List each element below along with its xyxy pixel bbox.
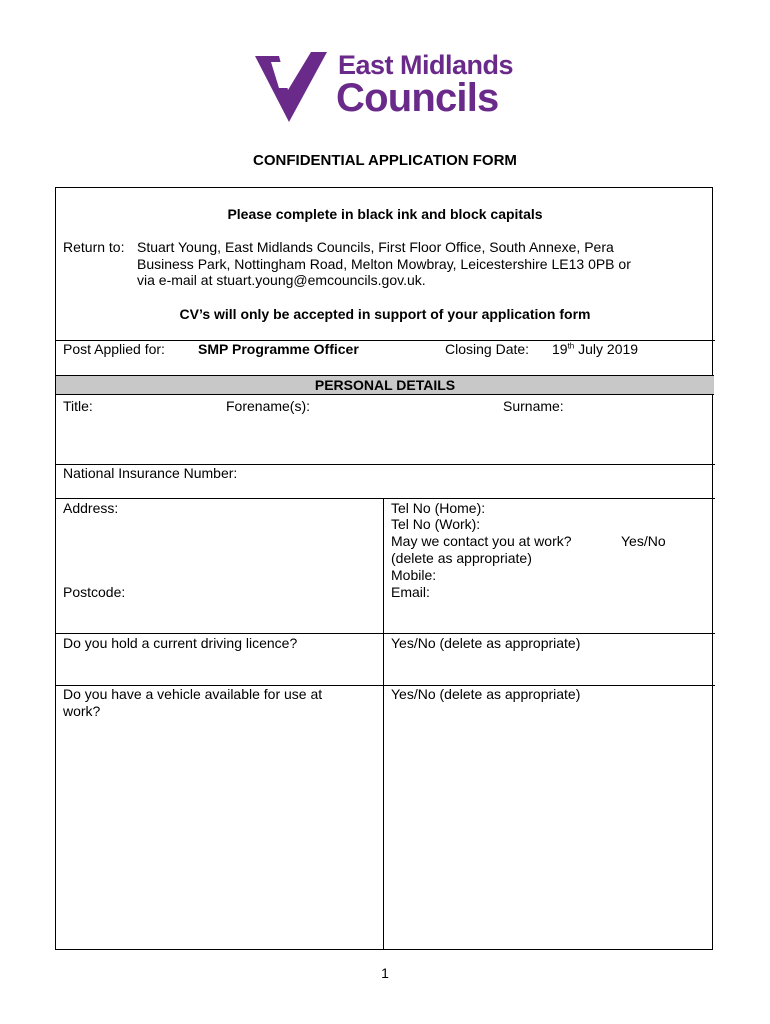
closing-date-value: 19th July 2019 xyxy=(552,341,639,357)
closing-date-label: Closing Date: xyxy=(445,341,530,357)
page-title: CONFIDENTIAL APPLICATION FORM xyxy=(253,152,517,169)
mobile-label: Mobile: xyxy=(391,567,437,583)
post-applied-label: Post Applied for: xyxy=(63,341,165,357)
title-label: Title: xyxy=(63,398,93,414)
forename-label: Forename(s): xyxy=(226,398,311,414)
vehicle-question-line-1: Do you have a vehicle available for use at xyxy=(63,686,323,702)
return-address-line-2: Business Park, Nottingham Road, Melton Mowbray, Leicestershire LE13 0PB or xyxy=(137,256,631,272)
cv-note: CV’s will only be accepted in support of your application form xyxy=(179,306,591,322)
email-label: Email: xyxy=(391,584,430,600)
column-divider xyxy=(383,498,384,950)
tel-work-label: Tel No (Work): xyxy=(391,516,481,532)
divider xyxy=(55,633,715,634)
vehicle-answer: Yes/No (delete as appropriate) xyxy=(391,686,581,702)
address-label: Address: xyxy=(63,500,119,516)
logo-line-2: Councils xyxy=(336,76,499,120)
post-applied-value: SMP Programme Officer xyxy=(198,341,359,357)
delete-as-appropriate-note: (delete as appropriate) xyxy=(391,550,532,566)
driving-licence-answer: Yes/No (delete as appropriate) xyxy=(391,635,581,651)
page-number: 1 xyxy=(381,965,389,981)
return-address-line-1: Stuart Young, East Midlands Councils, First Floor Office, South Annexe, Pera xyxy=(137,239,614,255)
return-address-line-3: via e-mail at stuart.young@emcouncils.gov.uk. xyxy=(137,272,426,288)
divider xyxy=(55,498,715,499)
instructions-heading: Please complete in black ink and block capitals xyxy=(227,206,543,222)
driving-licence-question: Do you hold a current driving licence? xyxy=(63,635,298,651)
checkmark-logo-icon xyxy=(255,48,335,124)
personal-details-heading: PERSONAL DETAILS xyxy=(56,375,714,395)
form-frame xyxy=(55,187,713,950)
return-label: Return to: xyxy=(63,239,125,255)
logo-line-1: East Midlands xyxy=(338,50,514,80)
vehicle-question-line-2: work? xyxy=(63,703,101,719)
ni-number-label: National Insurance Number: xyxy=(63,465,238,481)
contact-at-work-question: May we contact you at work? xyxy=(391,533,572,549)
east-midlands-councils-logo xyxy=(255,48,525,126)
contact-at-work-yesno: Yes/No xyxy=(621,533,666,549)
tel-home-label: Tel No (Home): xyxy=(391,500,486,516)
postcode-label: Postcode: xyxy=(63,584,126,600)
surname-label: Surname: xyxy=(503,398,564,414)
